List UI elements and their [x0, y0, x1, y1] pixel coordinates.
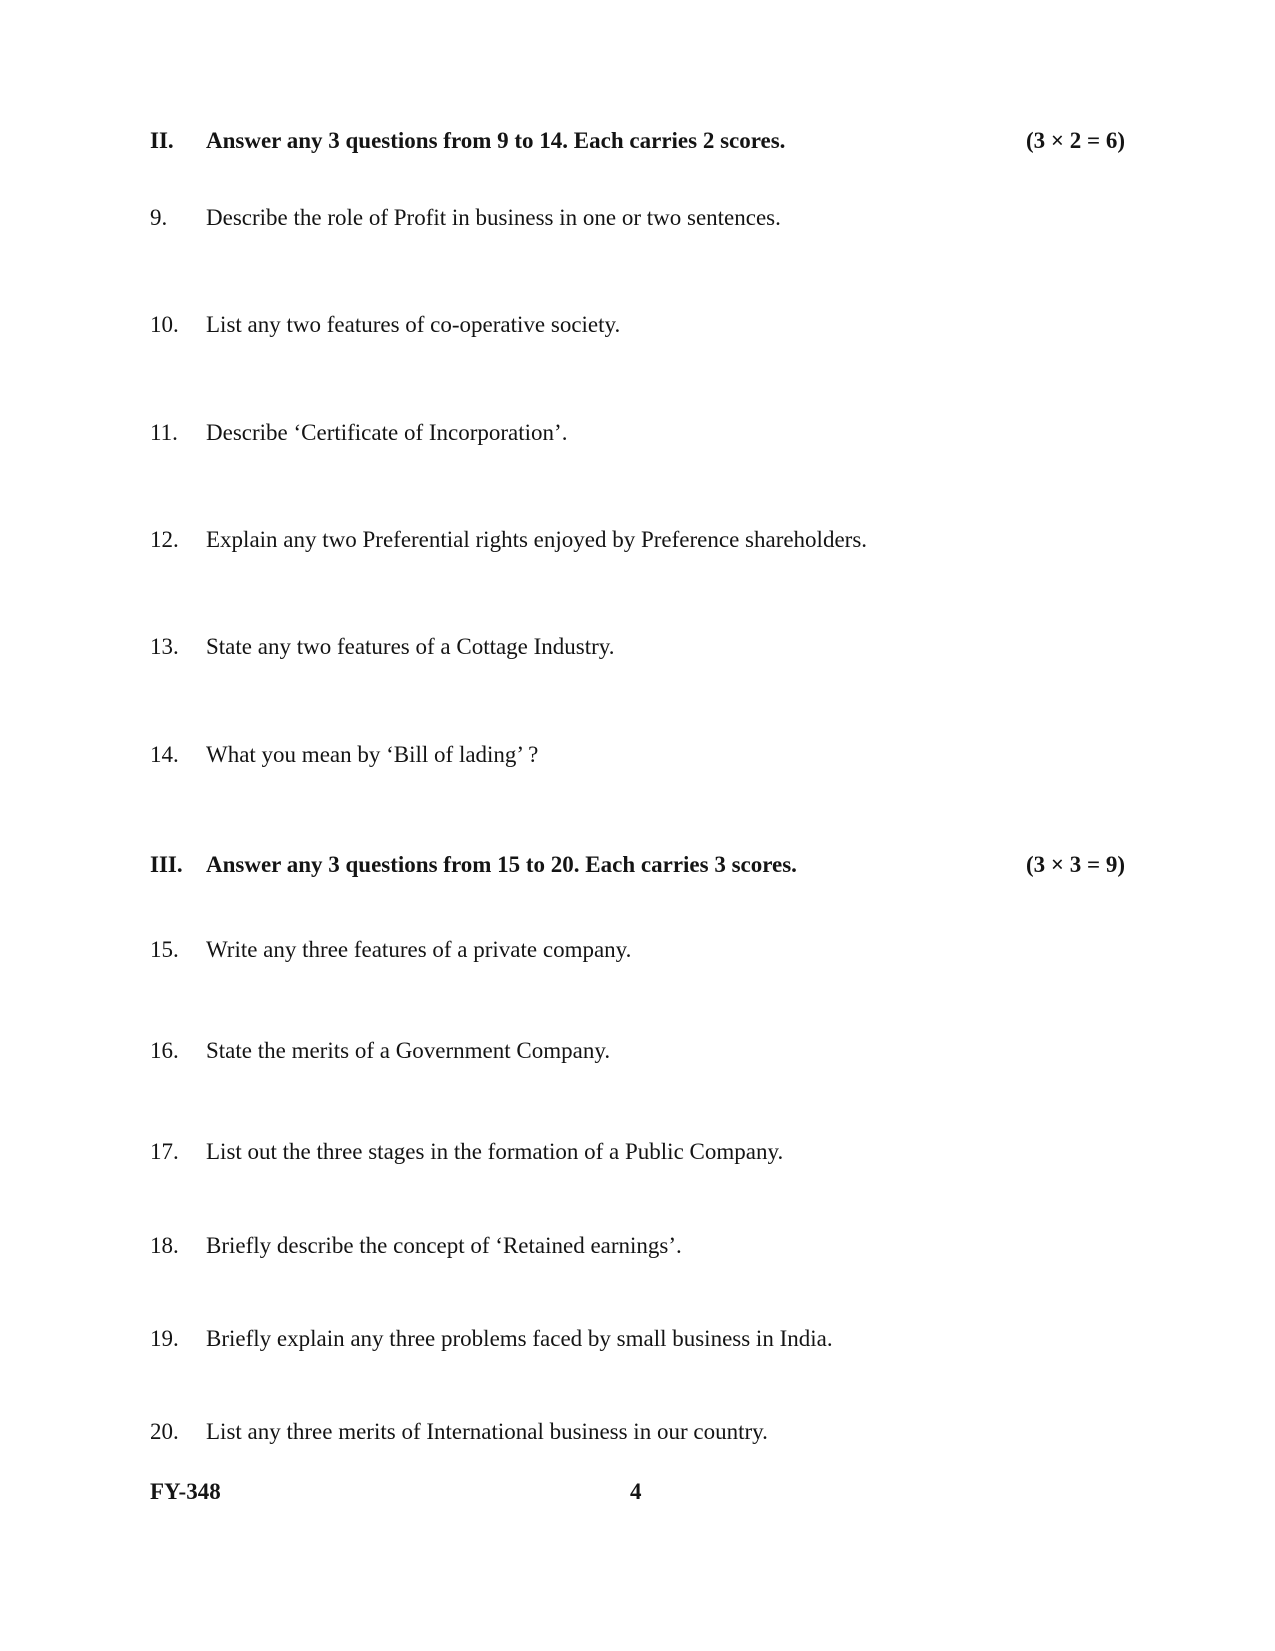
question-item [0, 201, 1275, 235]
question-text: List any two features of co-operative society. [206, 312, 621, 337]
question-text: Briefly explain any three problems faced by small business in India. [206, 1326, 833, 1351]
question-item [0, 523, 1275, 557]
question-number: 13. [150, 634, 179, 659]
question-text: Write any three features of a private company. [206, 937, 632, 962]
question-text: What you mean by ‘Bill of lading’ ? [206, 742, 539, 767]
question-number: 9. [150, 205, 168, 230]
question-number: 14. [150, 742, 179, 767]
question-text: List any three merits of International business in our country. [206, 1419, 768, 1444]
question-item [0, 1135, 1275, 1169]
question-item [0, 1034, 1275, 1068]
question-item [0, 1322, 1275, 1356]
question-number: 18. [150, 1233, 179, 1258]
section-heading [0, 124, 1275, 158]
question-text: State the merits of a Government Company. [206, 1038, 611, 1063]
page-number: 4 [630, 1479, 642, 1504]
question-item [0, 308, 1275, 342]
question-number: 20. [150, 1419, 179, 1444]
question-number: 17. [150, 1139, 179, 1164]
question-number: 19. [150, 1326, 179, 1351]
question-number: 11. [150, 420, 178, 445]
question-number: 15. [150, 937, 179, 962]
section-heading [0, 848, 1275, 882]
section-marks: (3 × 2 = 6) [1025, 128, 1125, 153]
question-text: Describe the role of Profit in business in one or two sentences. [206, 205, 781, 230]
section-marks: (3 × 3 = 9) [1025, 852, 1125, 877]
question-number: 16. [150, 1038, 179, 1063]
question-item [0, 416, 1275, 450]
section-instruction: Answer any 3 questions from 9 to 14. Each carries 2 scores. [206, 128, 786, 153]
section-numeral: III. [150, 852, 183, 877]
question-number: 10. [150, 312, 179, 337]
paper-code: FY-348 [150, 1479, 221, 1504]
question-text: Explain any two Preferential rights enjoyed by Preference shareholders. [206, 527, 868, 552]
question-text: Describe ‘Certificate of Incorporation’. [206, 420, 568, 445]
question-text: State any two features of a Cottage Industry. [206, 634, 615, 659]
question-item [0, 738, 1275, 772]
page-footer [0, 1475, 1275, 1509]
question-item [0, 1229, 1275, 1263]
question-text: Briefly describe the concept of ‘Retained earnings’. [206, 1233, 682, 1258]
question-item [0, 1415, 1275, 1449]
question-item [0, 630, 1275, 664]
question-number: 12. [150, 527, 179, 552]
question-text: List out the three stages in the formation of a Public Company. [206, 1139, 784, 1164]
section-numeral: II. [150, 128, 174, 153]
section-instruction: Answer any 3 questions from 15 to 20. Each carries 3 scores. [206, 852, 797, 877]
question-item [0, 933, 1275, 967]
